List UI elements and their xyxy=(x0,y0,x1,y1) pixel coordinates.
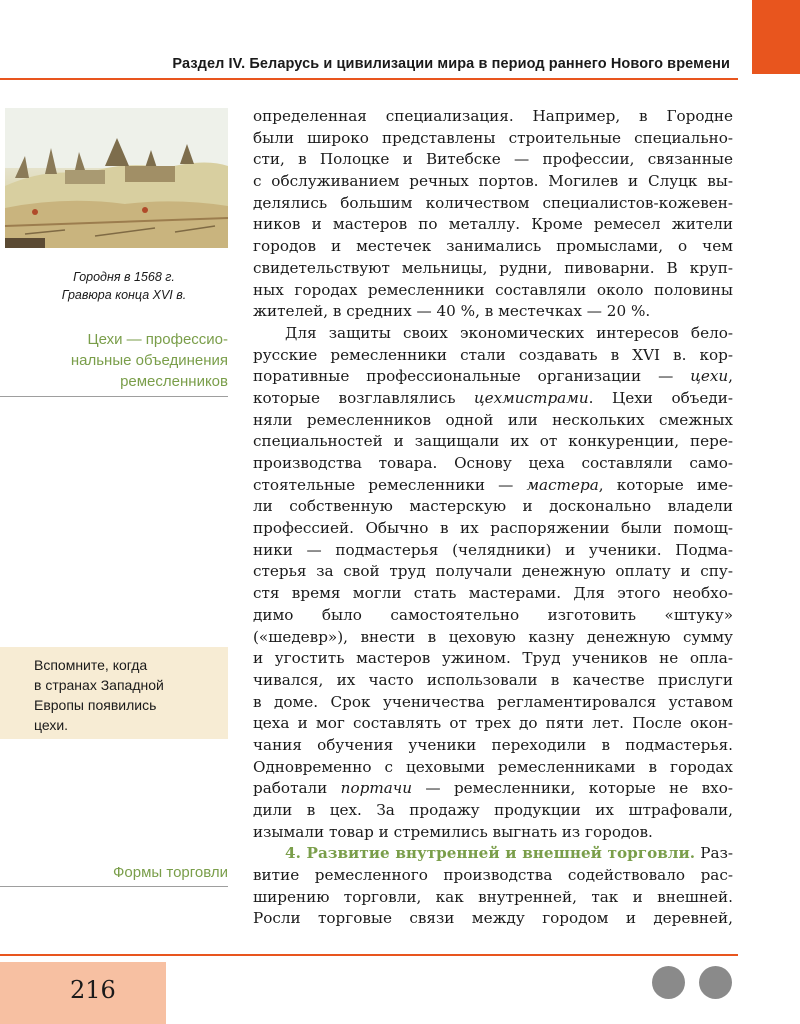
section-heading: 4. Развитие внутренней и внешней торговли. xyxy=(285,844,696,863)
text-line: делялись большим количеством специалистов-кожевен- xyxy=(253,193,733,212)
text-line: производства товара. Основу цеха составляли само- xyxy=(253,454,733,472)
text-run: — ремесленники, которые не вхо- xyxy=(412,779,733,798)
text-line: с обслуживанием речных портов. Могилев и Слуцк вы- xyxy=(253,172,733,191)
text-line: сти, в Полоцке и Витебске — профессии, связанные xyxy=(253,150,733,169)
text-line: дили в цех. За продажу продукции их штрафовали, xyxy=(253,801,733,819)
text-line: Одновременно с цеховыми ремесленниками в городах xyxy=(253,757,733,776)
text-line: жителей, в средних — 40 %, в местечках — 20 %. xyxy=(253,302,651,321)
text-line: чания обучения ученики переходили в подмастерья. xyxy=(253,735,733,754)
margin-term-line: Цехи — профессио- xyxy=(87,331,228,348)
text-line: свидетельствуют мельницы, рудни, пивоварни. В круп- xyxy=(253,258,733,277)
text-line: ников и мастеров по металлу. Кроме ремесел жители xyxy=(253,215,733,234)
text-line: ники — подмастерья (челядники) и ученики. Подма- xyxy=(253,540,733,559)
text-line: русские ремесленники стали создавать в XVI в. кор- xyxy=(253,345,733,364)
footer-rule xyxy=(0,954,738,956)
text-line: ных городах ремесленники составляли около половины xyxy=(253,280,733,299)
text-line: («шедевр»), внести в цеховую казну денежную сумму xyxy=(253,627,733,646)
text-run: стоятельные ремесленники — xyxy=(253,475,527,494)
text-line: определенная специализация. Например, в Городне xyxy=(253,107,733,125)
text-run: , которые име- xyxy=(598,475,733,494)
note-line: в странах Западной xyxy=(34,677,164,693)
nav-dot-icon xyxy=(699,966,732,999)
margin-term-line: нальные объединения xyxy=(70,352,228,369)
nav-dot-icon xyxy=(652,966,685,999)
text-run: , xyxy=(728,367,733,386)
recall-note-box xyxy=(0,647,228,739)
text-run: Раз- xyxy=(695,844,733,863)
page-number: 216 xyxy=(70,976,116,1004)
section-header: Раздел IV. Беларусь и цивилизации мира в период раннего Нового времени xyxy=(172,56,730,72)
text-line: ширению торговли, как внутренней, так и внешней. xyxy=(253,887,733,906)
text-line: Росли торговые связи между городом и деревней, xyxy=(253,909,733,928)
engraving-illustration xyxy=(5,108,228,248)
text-line: стя время могли стать мастерами. Для этого необхо- xyxy=(253,584,733,603)
body-text xyxy=(253,106,733,930)
caption-line: Городня в 1568 г. xyxy=(73,270,175,284)
text-run: которые возглавлялись xyxy=(253,388,475,407)
note-line: Вспомните, когда xyxy=(34,657,148,673)
text-line: няли ремесленников одной или нескольких смежных xyxy=(253,410,733,429)
text-line: профессией. Обычно в их распоряжении были помощ- xyxy=(253,519,733,538)
text-line xyxy=(253,778,733,800)
margin-rule xyxy=(0,886,228,887)
corner-tab xyxy=(752,0,800,74)
margin-rule xyxy=(0,396,228,397)
text-line: чивался, их часто использовали в качестве прислуги xyxy=(253,670,733,689)
text-line: стерья за свой труд получали денежную оплату и спу- xyxy=(253,562,733,581)
text-run: поративные профессиональные организации — xyxy=(253,367,691,386)
text-run: работали xyxy=(253,779,341,798)
text-line: городов и местечек занимались промыслами, о чем xyxy=(253,237,733,256)
text-line: были широко представлены строительные специально- xyxy=(253,128,733,147)
margin-term-trade: Формы торговли xyxy=(113,864,228,881)
text-line: ли собственную мастерскую и досконально владели xyxy=(253,497,733,516)
text-line: Для защиты своих экономических интересов бело- xyxy=(285,323,733,342)
text-line xyxy=(253,366,733,388)
text-line xyxy=(253,475,733,497)
text-run: . Цехи объеди- xyxy=(588,388,733,407)
note-line: цехи. xyxy=(34,717,69,733)
note-line: Европы появились xyxy=(34,697,157,713)
figure-caption xyxy=(20,268,228,304)
margin-term-guilds xyxy=(20,329,228,392)
term-emphasis: цехмистрами xyxy=(474,388,589,407)
caption-line: Гравюра конца XVI в. xyxy=(61,288,187,302)
page-number-box xyxy=(0,962,166,1024)
text-line: витие ремесленного производства содействовало рас- xyxy=(253,866,733,885)
term-emphasis: мастера xyxy=(526,475,599,494)
text-line xyxy=(253,388,733,410)
text-line xyxy=(253,843,733,865)
margin-term-line: ремесленников xyxy=(120,373,228,390)
term-emphasis: цехи xyxy=(690,367,729,386)
text-line: и угостить мастеров ужином. Труд учеников не опла- xyxy=(253,649,733,668)
header-rule xyxy=(0,78,738,80)
text-line: димо было самостоятельно изготовить «штуку» xyxy=(253,605,733,624)
city-engraving-icon xyxy=(5,108,228,248)
text-line: изымали товар и стремились выгнать из городов. xyxy=(253,822,653,841)
text-line: цеха и мог составлять от трех до пяти лет. После окон- xyxy=(253,714,733,733)
term-emphasis: портачи xyxy=(340,779,413,798)
text-line: специальностей и защищали их от конкуренции, пере- xyxy=(253,432,733,451)
text-line: в доме. Срок ученичества регламентировался уставом xyxy=(253,692,733,711)
